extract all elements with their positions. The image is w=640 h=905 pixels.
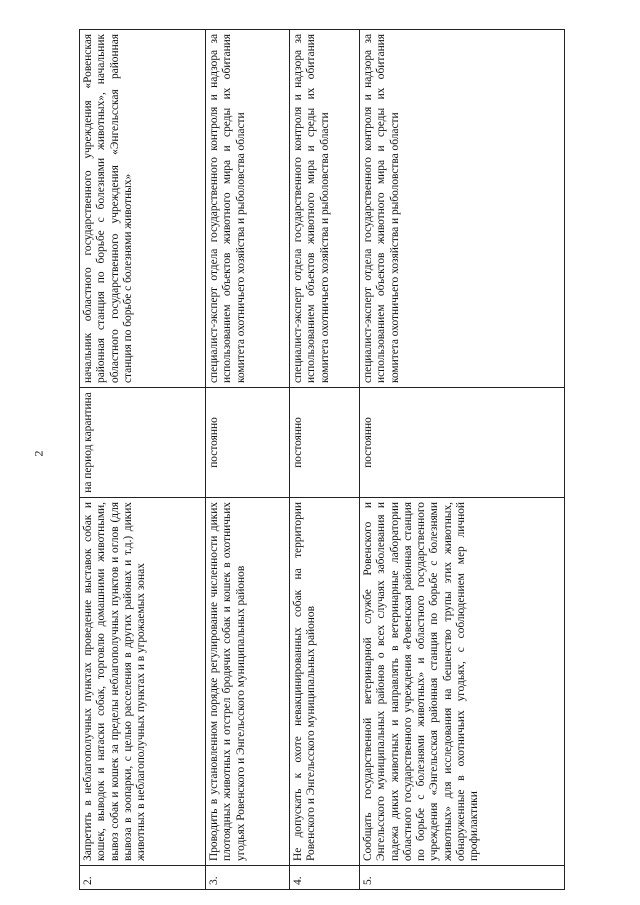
table-row <box>80 30 206 890</box>
action-cell: Запретить в неблагополучных пунктах проведение выставок собак и кошек, выводок и натаски собак, торговлю домашними животными, вывоз собак и кошек за пределы неблагополучных пунктов и оглов (для вывоза в зоопарки, с целью расселения в других районах и т.д.) диких животных в неблагополучных пунктах и в угрожаемых зонах <box>80 498 206 866</box>
row-number: 2. <box>80 866 206 890</box>
responsible-cell: специалист-эксперт отдела государственного контроля и надзора за использованием объектов животного мира и среды их обитания комитета охотничьего хозяйства и рыболовства области <box>290 30 360 388</box>
term-cell: постоянно <box>360 388 565 498</box>
measures-table <box>79 29 565 890</box>
table-row <box>290 30 360 890</box>
measures-table-container <box>79 30 565 890</box>
responsible-cell: специалист-эксперт отдела государственного контроля и надзора за использованием объектов животного мира и среды их обитания комитета охотничьего хозяйства и рыболовства области <box>206 30 290 388</box>
row-number: 3. <box>206 866 290 890</box>
responsible-cell: начальник областного государственного учреждения «Ровенская районная станция по борьбе с болезнями животных», начальник областного государственного учреждения «Энгельсская районная станция по борьбе с болезнями животных» <box>80 30 206 388</box>
action-cell: Не допускать к охоте невакцинированных собак на территории Ровенского и Энгельсского муниципальных районов <box>290 498 360 866</box>
row-number: 5. <box>360 866 565 890</box>
row-number: 4. <box>290 866 360 890</box>
table-row <box>360 30 565 890</box>
term-cell: постоянно <box>206 388 290 498</box>
action-cell: Проводить в установленном порядке регулирование численности диких плотоядных животных и отстрел бродячих собак и кошек в охотничьих угодьях Ровенского и Энгельсского муниципальных районов <box>206 498 290 866</box>
table-row <box>206 30 290 890</box>
term-cell: на период карантина <box>80 388 206 498</box>
action-cell: Сообщать государственной ветеринарной службе Ровенского и Энгельсского муниципальных районов о всех случаях заболевания и падежа диких животных и направлять в ветеринарные лаборатории областного государственного учреждения «Ровенская районная станция по борьбе с болезнями животных» и областного государственного учреждения «Энгельсская районная станция по борьбе с болезнями животных» для исследования на бешенство трупы этих животных, обнаруженные в охотничьих угодьях, с соблюдением мер личной профилактики <box>360 498 565 866</box>
page-number: 2 <box>31 450 46 457</box>
responsible-cell: специалист-эксперт отдела государственного контроля и надзора за использованием объектов животного мира и среды их обитания комитета охотничьего хозяйства и рыболовства области <box>360 30 565 388</box>
term-cell: постоянно <box>290 388 360 498</box>
